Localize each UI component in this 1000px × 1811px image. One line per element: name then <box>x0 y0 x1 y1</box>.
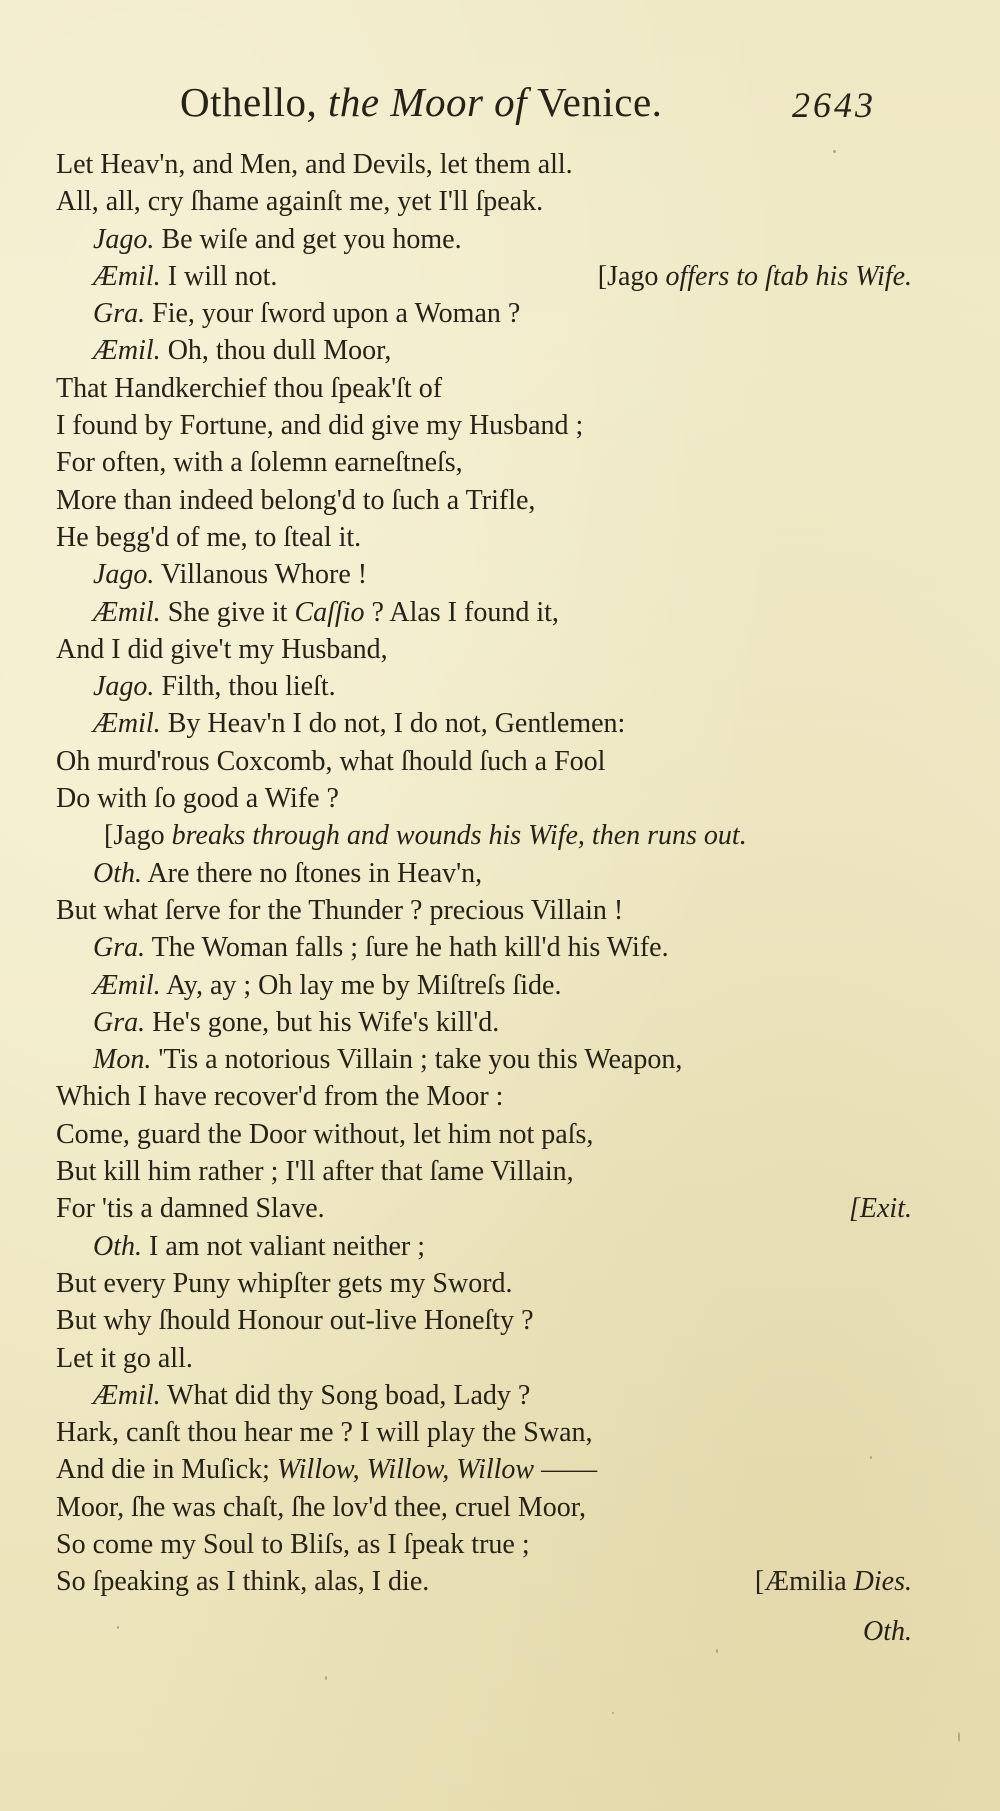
line-text: She give it <box>160 596 295 628</box>
line-text: And I did give't my Husband, <box>56 633 388 665</box>
speaker-name: Gra. <box>93 1006 146 1038</box>
line-text: Ay, ay ; Oh lay me by Miſtreſs ſide. <box>160 969 562 1001</box>
verse-line <box>0 370 1000 407</box>
speaker-name: Jago. <box>93 671 155 703</box>
paper-speck <box>117 1626 119 1629</box>
paper-speck <box>716 1649 718 1653</box>
verse-line <box>0 1414 1000 1451</box>
line-text: That Handkerchief thou ſpeak'ſt of <box>56 372 443 404</box>
paper-speck <box>612 1712 614 1714</box>
speech-line <box>0 967 1000 1004</box>
line-text: I am not valiant neither ; <box>142 1230 426 1262</box>
verse-line <box>0 631 1000 668</box>
line-text: Come, guard the Door without, let him not paſs, <box>56 1118 594 1150</box>
stage-direction: [Æmilia Dies. <box>754 1566 912 1598</box>
speaker-name: Æmil. <box>93 1379 161 1411</box>
verse-line <box>0 1451 1000 1488</box>
speaker-name: Æmil. <box>93 335 161 367</box>
line-text: He's gone, but his Wife's kill'd. <box>145 1006 500 1038</box>
dash: —— <box>534 1454 598 1486</box>
speech-line <box>0 1041 1000 1078</box>
line-text: Oh murd'rous Coxcomb, what ſhould ſuch a Fool <box>56 745 606 777</box>
line-text: What did thy Song boad, Lady ? <box>160 1379 531 1411</box>
character-name: Æmilia <box>764 1566 847 1598</box>
line-text: Villanous Whore ! <box>154 559 368 591</box>
speech-line <box>0 556 1000 593</box>
speaker-name: Gra. <box>93 932 146 964</box>
verse-line <box>0 1340 1000 1377</box>
verse-line <box>0 1489 1000 1526</box>
speech-line <box>0 1377 1000 1414</box>
line-text: Moor, ſhe was chaſt, ſhe lov'd thee, cruel Moor, <box>56 1491 586 1523</box>
line-text: For 'tis a damned Slave. <box>56 1193 325 1225</box>
line-text: Oh, thou dull Moor, <box>160 335 392 367</box>
verse-line <box>0 1302 1000 1339</box>
line-text: I found by Fortune, and did give my Husband ; <box>56 410 584 442</box>
line-text: Are there no ſtones in Heav'n, <box>142 857 483 889</box>
verse-line <box>0 146 1000 183</box>
verse-line <box>0 519 1000 556</box>
speaker-name: Æmil. <box>93 708 161 740</box>
line-text: So ſpeaking as I think, alas, I die. <box>56 1566 430 1598</box>
line-text: But why ſhould Honour out-live Honeſty ? <box>56 1305 534 1337</box>
line-text: The Woman falls ; ſure he hath kill'd his Wife. <box>145 932 669 964</box>
speech-line <box>0 332 1000 369</box>
line-text: ? Alas I found it, <box>364 596 559 628</box>
verse-line <box>0 1563 1000 1600</box>
speech-line <box>0 221 1000 258</box>
verse-line <box>0 1116 1000 1153</box>
verse-line <box>0 183 1000 220</box>
speech-line <box>0 1228 1000 1265</box>
line-text: 'Tis a notorious Villain ; take you this Weapon, <box>151 1044 683 1076</box>
line-text: Let Heav'n, and Men, and Devils, let them all. <box>56 149 573 180</box>
verse-line <box>0 1153 1000 1190</box>
line-text: Filth, thou lieſt. <box>154 671 336 703</box>
speech-line <box>0 594 1000 631</box>
page-number: 2643 <box>792 85 876 125</box>
catchword: Oth. <box>863 1616 912 1647</box>
line-text: But what ſerve for the Thunder ? precious Villain ! <box>56 894 624 926</box>
verse-line <box>0 1265 1000 1302</box>
speech-line <box>0 929 1000 966</box>
speaker-name: Oth. <box>93 1230 142 1262</box>
line-text: Hark, canſt thou hear me ? I will play the Swan, <box>56 1417 593 1449</box>
stage-direction: breaks through and wounds his Wife, then runs out. <box>164 820 747 852</box>
verse-line <box>0 892 1000 929</box>
speaker-name: Jago. <box>93 559 155 591</box>
speaker-name: Mon. <box>93 1044 152 1076</box>
speaker-name: Jago. <box>93 223 155 255</box>
speaker-name: Gra. <box>93 298 146 330</box>
speech-line <box>0 258 1000 295</box>
verse-line <box>0 407 1000 444</box>
line-text: All, all, cry ſhame againſt me, yet I'll ſpeak. <box>56 186 544 218</box>
speech-line <box>0 1004 1000 1041</box>
line-text: Be wiſe and get you home. <box>154 223 462 255</box>
verse-line <box>0 482 1000 519</box>
character-name: Caſſio <box>294 596 365 628</box>
play-text <box>0 146 1000 1601</box>
line-text: But every Puny whipſter gets my Sword. <box>56 1267 513 1299</box>
song-refrain: Willow, Willow, Willow <box>276 1454 535 1486</box>
running-head-title: Othello, <box>180 79 328 125</box>
verse-line <box>0 1526 1000 1563</box>
line-text: Fie, your ſword upon a Woman ? <box>145 298 521 330</box>
line-text: By Heav'n I do not, I do not, Gentlemen: <box>160 708 626 740</box>
line-text: Do with ſo good a Wife ? <box>56 783 339 815</box>
stage-direction: [Jago offers to ſtab his Wife. <box>597 260 912 292</box>
paper-speck <box>958 1732 960 1742</box>
line-text: For often, with a ſolemn earneſtneſs, <box>56 447 463 479</box>
verse-line <box>0 444 1000 481</box>
verse-line <box>0 780 1000 817</box>
line-text: More than indeed belong'd to ſuch a Trifle, <box>56 484 536 516</box>
line-text: So come my Soul to Bliſs, as I ſpeak true ; <box>56 1528 530 1560</box>
line-text: And die in Muſick; <box>56 1454 277 1486</box>
stage-direction-line: [Jago breaks through and wounds his Wife, then runs out. <box>104 820 747 852</box>
paper-speck <box>870 1456 872 1459</box>
character-name: Jago <box>113 820 165 852</box>
stage-direction-exit: [Exit. <box>849 1193 912 1225</box>
line-text: He begg'd of me, to ſteal it. <box>56 521 362 553</box>
speech-line <box>0 855 1000 892</box>
speaker-name: Æmil. <box>93 596 161 628</box>
speaker-name: Æmil. <box>93 969 161 1001</box>
verse-line <box>0 743 1000 780</box>
running-head-title-end: Venice. <box>527 79 663 125</box>
verse-line <box>0 1078 1000 1115</box>
line-text: Which I have recover'd from the Moor : <box>56 1081 504 1113</box>
speech-line <box>0 705 1000 742</box>
speaker-name: Æmil. <box>93 260 161 292</box>
paper-speck <box>325 1676 327 1680</box>
line-text: But kill him rather ; I'll after that ſame Villain, <box>56 1156 574 1188</box>
verse-line <box>0 1190 1000 1227</box>
line-text: Let it go all. <box>56 1342 193 1374</box>
running-head-title-italic: the Moor of <box>327 79 528 125</box>
line-text: I will not. <box>160 260 278 292</box>
paper-speck <box>833 150 836 153</box>
speaker-name: Oth. <box>93 857 142 889</box>
speech-line <box>0 668 1000 705</box>
speech-line <box>0 295 1000 332</box>
